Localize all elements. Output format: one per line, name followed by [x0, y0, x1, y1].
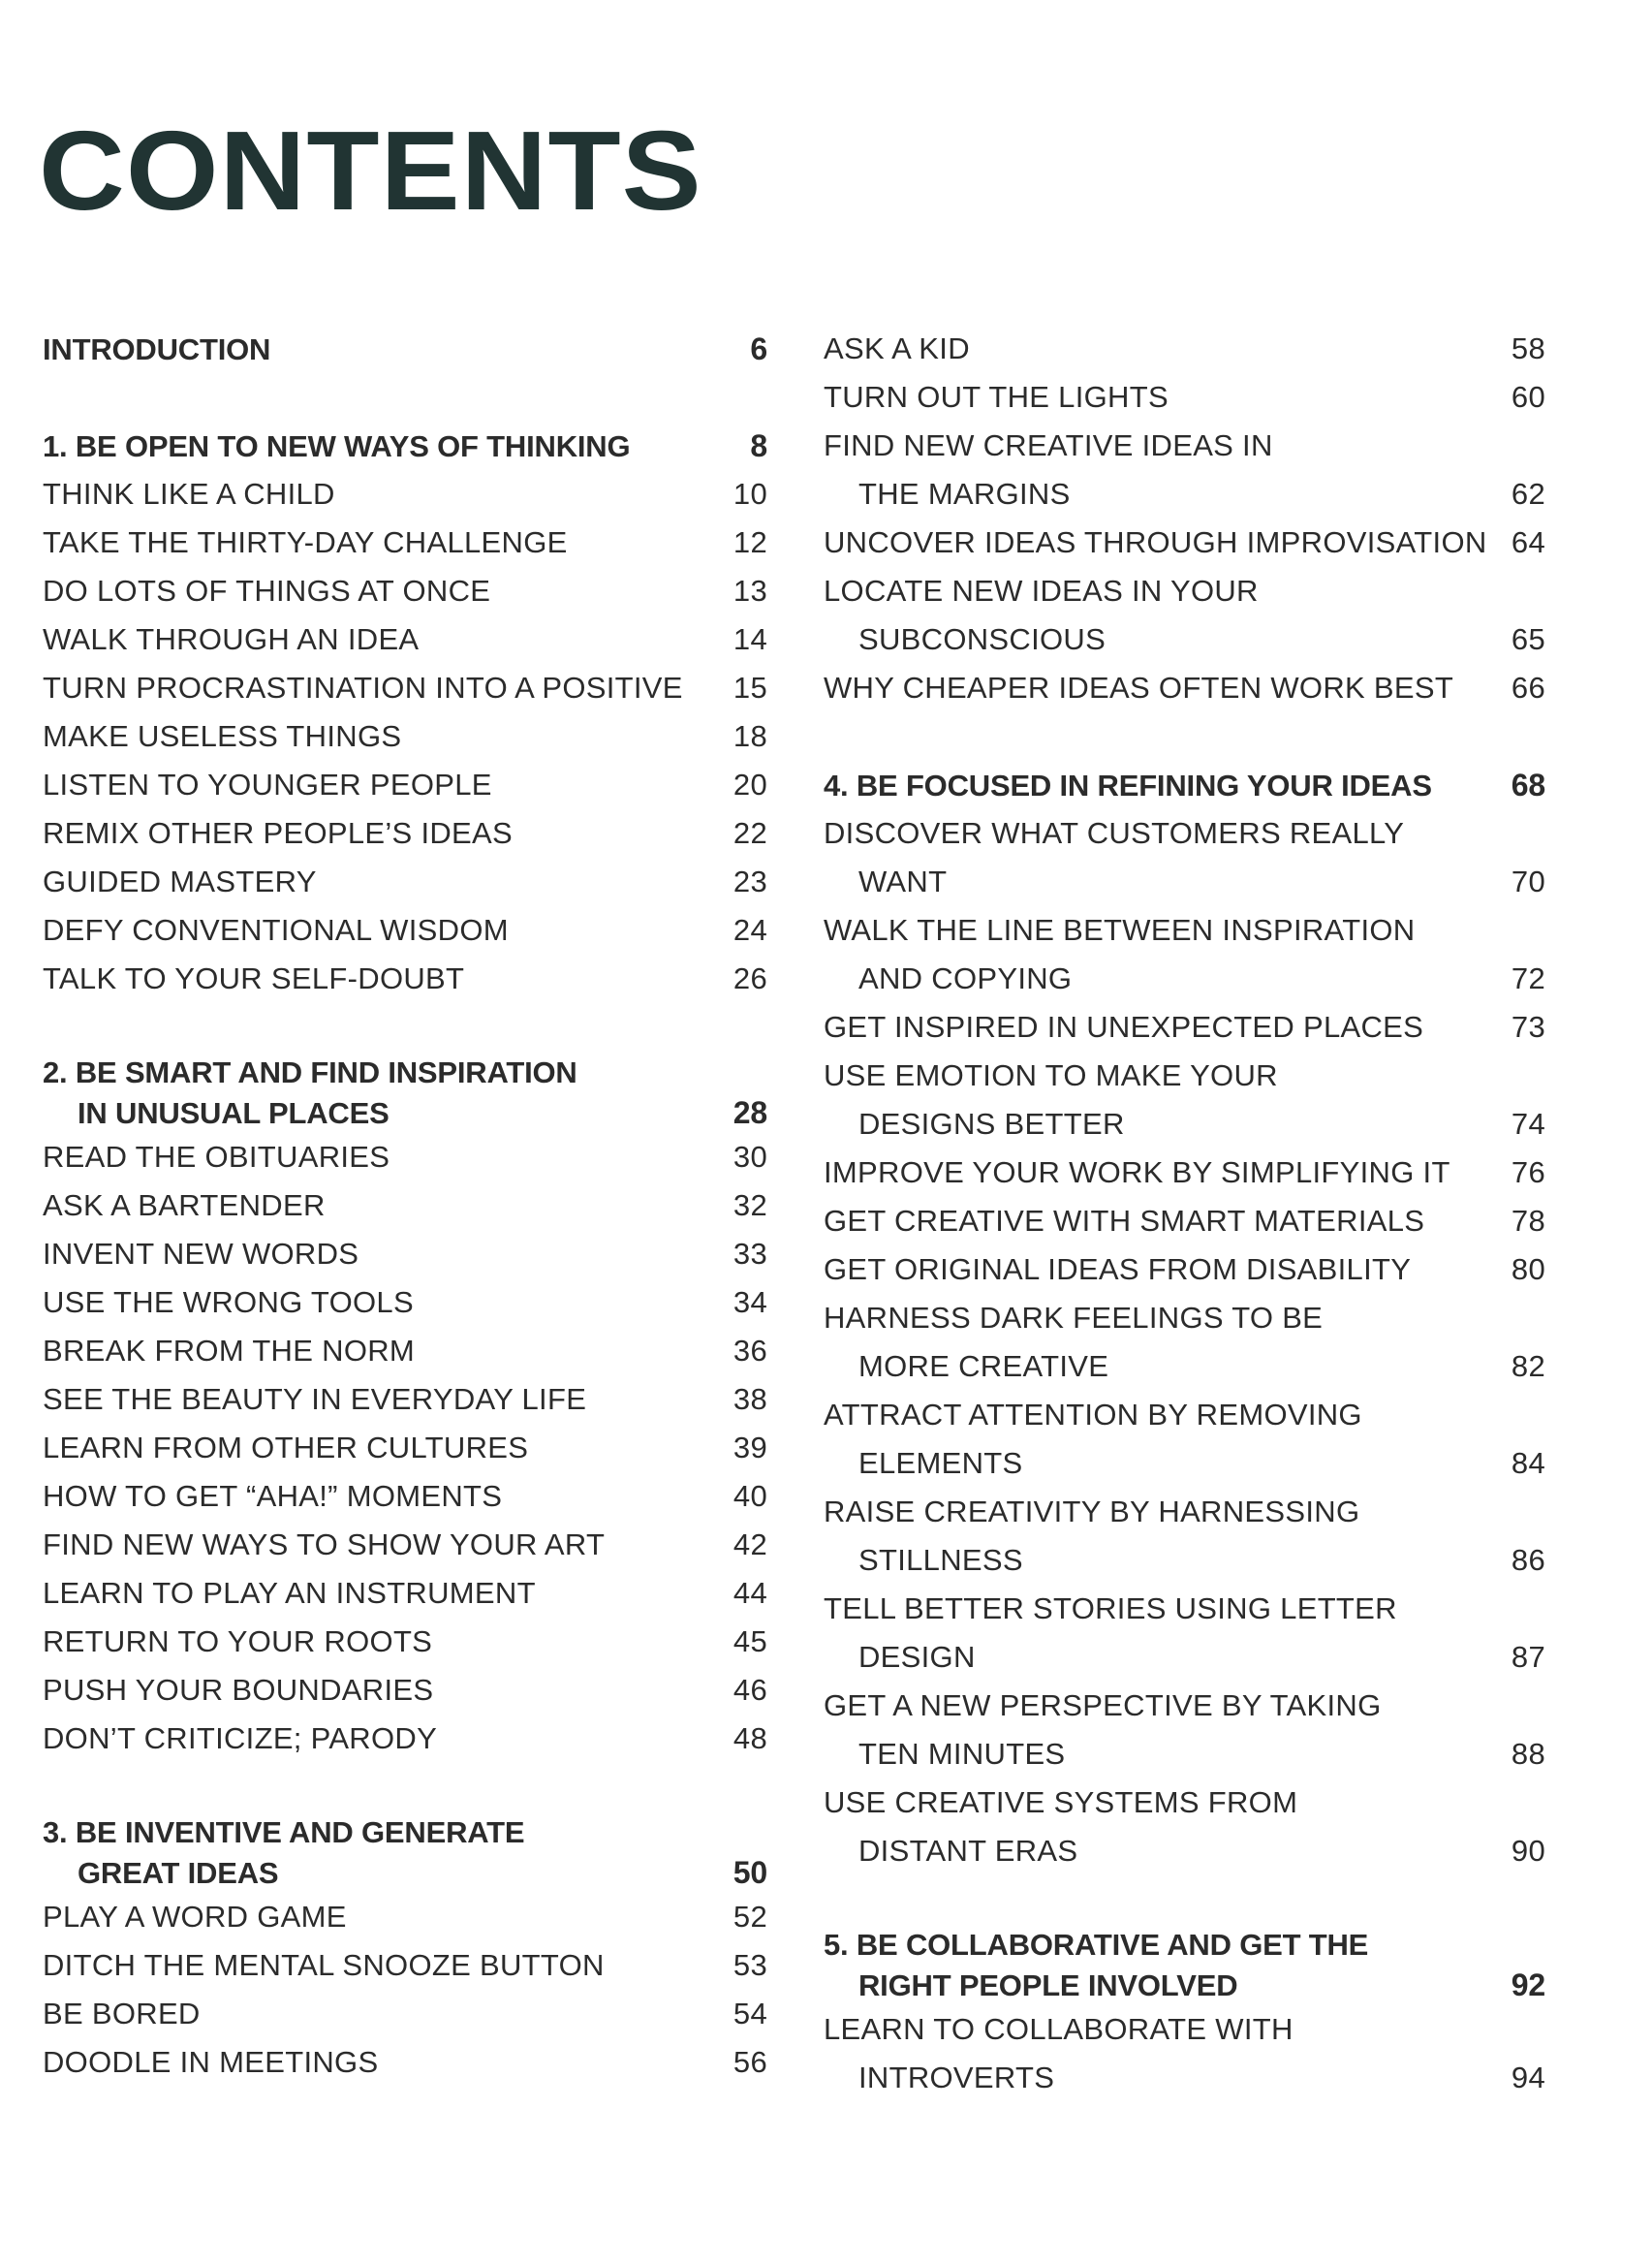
- toc-entry-cont[interactable]: [824, 1439, 1545, 1488]
- entry-page: 38: [732, 1382, 767, 1416]
- toc-entry[interactable]: [824, 1294, 1545, 1342]
- chapter-label-line1: 2. BE SMART AND FIND INSPIRATION: [43, 1055, 577, 1089]
- entry-label-line2: DESIGN: [858, 1640, 976, 1674]
- toc-entry[interactable]: [824, 906, 1545, 955]
- toc-entry-cont[interactable]: [824, 1536, 1545, 1585]
- toc-entry[interactable]: [824, 519, 1545, 567]
- entry-page: 88: [1511, 1737, 1545, 1771]
- entry-page: 87: [1511, 1640, 1545, 1674]
- entry-page: 80: [1511, 1252, 1545, 1286]
- entry-label: DON’T CRITICIZE; PARODY: [43, 1721, 438, 1755]
- entry-page: 52: [732, 1900, 767, 1934]
- toc-entry[interactable]: [43, 1666, 767, 1715]
- page-title: CONTENTS: [39, 108, 702, 234]
- toc-entry[interactable]: [824, 1488, 1545, 1536]
- toc-entry[interactable]: [43, 712, 767, 761]
- toc-entry[interactable]: [824, 373, 1545, 422]
- entry-label-line1: USE CREATIVE SYSTEMS FROM: [824, 1785, 1298, 1819]
- entry-label: ASK A BARTENDER: [43, 1188, 326, 1222]
- entry-label: TALK TO YOUR SELF-DOUBT: [43, 961, 465, 995]
- toc-entry[interactable]: [43, 761, 767, 809]
- entry-label: LISTEN TO YOUNGER PEOPLE: [43, 768, 492, 802]
- entry-label: SEE THE BEAUTY IN EVERYDAY LIFE: [43, 1382, 587, 1416]
- entry-label: GET ORIGINAL IDEAS FROM DISABILITY: [824, 1252, 1412, 1286]
- toc-entry[interactable]: [824, 664, 1545, 712]
- entry-label: UNCOVER IDEAS THROUGH IMPROVISATION: [824, 525, 1487, 559]
- toc-entry-cont[interactable]: [824, 1633, 1545, 1682]
- toc-entry[interactable]: [43, 906, 767, 955]
- chapter-label-line2: IN UNUSUAL PLACES: [78, 1096, 390, 1130]
- entry-page: 65: [1511, 622, 1545, 656]
- entry-page: 26: [732, 961, 767, 995]
- entry-label: WALK THROUGH AN IDEA: [43, 622, 420, 656]
- chapter-label-line1: 5. BE COLLABORATIVE AND GET THE: [824, 1928, 1369, 1962]
- toc-chapter-1[interactable]: [43, 422, 767, 470]
- toc-entry[interactable]: [43, 1424, 767, 1472]
- toc-entry[interactable]: [43, 1715, 767, 1763]
- toc-entry[interactable]: [824, 1149, 1545, 1197]
- toc-entry[interactable]: [43, 1569, 767, 1618]
- entry-page: 74: [1511, 1107, 1545, 1141]
- spacer: [824, 1875, 1545, 1924]
- toc-entry[interactable]: [43, 615, 767, 664]
- entry-page: 70: [1511, 865, 1545, 898]
- entry-label: TURN OUT THE LIGHTS: [824, 380, 1169, 414]
- entry-page: 33: [732, 1237, 767, 1271]
- entry-label: DO LOTS OF THINGS AT ONCE: [43, 574, 491, 608]
- entry-page: 54: [732, 1997, 767, 2030]
- toc-entry[interactable]: [43, 1327, 767, 1375]
- toc-entry[interactable]: [43, 858, 767, 906]
- entry-label-line2: AND COPYING: [858, 961, 1073, 995]
- toc-entry[interactable]: [824, 567, 1545, 615]
- entry-page: 64: [1511, 525, 1545, 559]
- entry-page: 73: [1511, 1010, 1545, 1044]
- chapter-label: 4. BE FOCUSED IN REFINING YOUR IDEAS: [824, 769, 1432, 803]
- entry-label: ASK A KID: [824, 331, 970, 365]
- entry-label-line2: THE MARGINS: [858, 477, 1071, 511]
- entry-page: 23: [732, 865, 767, 898]
- toc-entry[interactable]: [43, 1230, 767, 1278]
- toc-entry[interactable]: [43, 1521, 767, 1569]
- entry-label: PUSH YOUR BOUNDARIES: [43, 1673, 434, 1707]
- entry-page: 53: [732, 1948, 767, 1982]
- entry-label: GET INSPIRED IN UNEXPECTED PLACES: [824, 1010, 1424, 1044]
- entry-label-line2: DESIGNS BETTER: [858, 1107, 1125, 1141]
- entry-label: RETURN TO YOUR ROOTS: [43, 1624, 433, 1658]
- toc-entry[interactable]: [824, 1682, 1545, 1730]
- toc-entry-cont[interactable]: [824, 1730, 1545, 1778]
- entry-page: 24: [732, 913, 767, 947]
- toc-chapter-4[interactable]: [824, 761, 1545, 809]
- entry-page: 30: [732, 1140, 767, 1174]
- toc-introduction[interactable]: [43, 325, 767, 373]
- toc-entry[interactable]: [824, 2005, 1545, 2054]
- entry-label: LEARN FROM OTHER CULTURES: [43, 1431, 529, 1464]
- toc-entry[interactable]: [824, 1778, 1545, 1827]
- entry-label-line1: TELL BETTER STORIES USING LETTER: [824, 1591, 1397, 1625]
- entry-label: MAKE USELESS THINGS: [43, 719, 402, 753]
- entry-page: 82: [1511, 1349, 1545, 1383]
- toc-entry[interactable]: [824, 809, 1545, 858]
- entry-label-line1: DISCOVER WHAT CUSTOMERS REALLY: [824, 816, 1405, 850]
- entry-page: 94: [1511, 2061, 1545, 2094]
- entry-label: WHY CHEAPER IDEAS OFTEN WORK BEST: [824, 671, 1454, 705]
- entry-label: GET CREATIVE WITH SMART MATERIALS: [824, 1204, 1425, 1238]
- toc-entry[interactable]: [43, 1181, 767, 1230]
- entry-page: 56: [732, 2045, 767, 2079]
- entry-page: 34: [732, 1285, 767, 1319]
- entry-label: TURN PROCRASTINATION INTO A POSITIVE: [43, 671, 683, 705]
- entry-label-line2: TEN MINUTES: [858, 1737, 1066, 1771]
- entry-label-line2: INTROVERTS: [858, 2061, 1055, 2094]
- entry-label-line2: SUBCONSCIOUS: [858, 622, 1107, 656]
- entry-label-line1: WALK THE LINE BETWEEN INSPIRATION: [824, 913, 1416, 947]
- toc-left-column: [43, 325, 767, 2087]
- entry-page: 60: [1511, 380, 1545, 414]
- toc-entry[interactable]: [43, 1618, 767, 1666]
- toc-entry[interactable]: [43, 809, 767, 858]
- toc-entry[interactable]: [824, 1585, 1545, 1633]
- toc-entry[interactable]: [43, 519, 767, 567]
- toc-chapter-2-cont[interactable]: [43, 1092, 767, 1133]
- toc-entry-cont[interactable]: [824, 1827, 1545, 1875]
- toc-chapter-3-cont[interactable]: [43, 1852, 767, 1893]
- entry-page: 46: [732, 1673, 767, 1707]
- entry-label: PLAY A WORD GAME: [43, 1900, 347, 1934]
- entry-label-line1: LEARN TO COLLABORATE WITH: [824, 2012, 1294, 2046]
- entry-label-line1: USE EMOTION TO MAKE YOUR: [824, 1058, 1278, 1092]
- entry-label-line1: RAISE CREATIVITY BY HARNESSING: [824, 1495, 1360, 1528]
- toc-entry[interactable]: [43, 1133, 767, 1181]
- entry-page: 86: [1511, 1543, 1545, 1577]
- entry-label: BREAK FROM THE NORM: [43, 1334, 416, 1368]
- toc-entry-cont[interactable]: [824, 1100, 1545, 1149]
- entry-label-line2: MORE CREATIVE: [858, 1349, 1109, 1383]
- entry-label-line1: GET A NEW PERSPECTIVE BY TAKING: [824, 1688, 1382, 1722]
- toc-chapter-3[interactable]: [43, 1811, 767, 1852]
- entry-label-line2: ELEMENTS: [858, 1446, 1023, 1480]
- toc-entry-cont[interactable]: [824, 1342, 1545, 1391]
- entry-page: 84: [1511, 1446, 1545, 1480]
- toc-entry[interactable]: [43, 1278, 767, 1327]
- chapter-page: 68: [1511, 768, 1545, 803]
- entry-label-line2: WANT: [858, 865, 948, 898]
- entry-label: READ THE OBITUARIES: [43, 1140, 390, 1174]
- entry-page: 66: [1511, 671, 1545, 705]
- entry-label: HOW TO GET “AHA!” MOMENTS: [43, 1479, 503, 1513]
- entry-label: GUIDED MASTERY: [43, 865, 317, 898]
- entry-page: 39: [732, 1431, 767, 1464]
- chapter-page: 92: [1511, 1967, 1545, 2002]
- entry-page: 44: [732, 1576, 767, 1610]
- entry-label: FIND NEW WAYS TO SHOW YOUR ART: [43, 1527, 606, 1561]
- entry-page: 32: [732, 1188, 767, 1222]
- toc-right-column: [824, 325, 1545, 2102]
- toc-entry[interactable]: [824, 422, 1545, 470]
- entry-page: 15: [732, 671, 767, 705]
- entry-page: 76: [1511, 1155, 1545, 1189]
- toc-entry-cont[interactable]: [824, 955, 1545, 1003]
- entry-page: 14: [732, 622, 767, 656]
- entry-label: USE THE WRONG TOOLS: [43, 1285, 414, 1319]
- chapter-label-line2: RIGHT PEOPLE INVOLVED: [858, 1968, 1238, 2002]
- entry-page: 45: [732, 1624, 767, 1658]
- toc-entry[interactable]: [43, 1893, 767, 1941]
- entry-page: 12: [732, 525, 767, 559]
- toc-chapter-5[interactable]: [824, 1924, 1545, 1965]
- toc-entry[interactable]: [824, 1391, 1545, 1439]
- chapter-page: 50: [732, 1855, 767, 1890]
- toc-entry[interactable]: [43, 1990, 767, 2038]
- toc-entry[interactable]: [43, 567, 767, 615]
- chapter-page: 8: [750, 428, 767, 463]
- entry-label-line1: LOCATE NEW IDEAS IN YOUR: [824, 574, 1259, 608]
- toc-entry-cont[interactable]: [824, 858, 1545, 906]
- entry-page: 78: [1511, 1204, 1545, 1238]
- toc-entry[interactable]: [824, 1052, 1545, 1100]
- entry-label: BE BORED: [43, 1997, 201, 2030]
- entry-page: 42: [732, 1527, 767, 1561]
- entry-label: DEFY CONVENTIONAL WISDOM: [43, 913, 509, 947]
- entry-page: 36: [732, 1334, 767, 1368]
- toc-entry[interactable]: [824, 1003, 1545, 1052]
- entry-label-line1: ATTRACT ATTENTION BY REMOVING: [824, 1398, 1362, 1432]
- toc-entry[interactable]: [824, 325, 1545, 373]
- toc-entry[interactable]: [43, 1375, 767, 1424]
- toc-entry-cont[interactable]: [824, 615, 1545, 664]
- entry-label: IMPROVE YOUR WORK BY SIMPLIFYING IT: [824, 1155, 1450, 1189]
- entry-label: INTRODUCTION: [43, 332, 271, 366]
- toc-entry[interactable]: [824, 1197, 1545, 1245]
- spacer: [43, 1003, 767, 1052]
- toc-chapter-2[interactable]: [43, 1052, 767, 1092]
- toc-entry-cont[interactable]: [824, 2054, 1545, 2102]
- chapter-label-line2: GREAT IDEAS: [78, 1856, 279, 1890]
- spacer: [43, 373, 767, 422]
- toc-chapter-5-cont[interactable]: [824, 1965, 1545, 2005]
- entry-label: THINK LIKE A CHILD: [43, 477, 335, 511]
- entry-label: LEARN TO PLAY AN INSTRUMENT: [43, 1576, 536, 1610]
- toc-entry[interactable]: [43, 1941, 767, 1990]
- toc-entry[interactable]: [824, 1245, 1545, 1294]
- entry-label: DOODLE IN MEETINGS: [43, 2045, 379, 2079]
- spacer: [824, 712, 1545, 761]
- entry-label-line1: HARNESS DARK FEELINGS TO BE: [824, 1301, 1324, 1335]
- entry-label: TAKE THE THIRTY-DAY CHALLENGE: [43, 525, 568, 559]
- chapter-page: 28: [732, 1095, 767, 1130]
- entry-label: INVENT NEW WORDS: [43, 1237, 359, 1271]
- entry-label-line2: DISTANT ERAS: [858, 1834, 1078, 1868]
- entry-page: 10: [732, 477, 767, 511]
- entry-page: 90: [1511, 1834, 1545, 1868]
- entry-page: 58: [1511, 331, 1545, 365]
- entry-page: 22: [732, 816, 767, 850]
- toc-entry[interactable]: [43, 664, 767, 712]
- chapter-label: 1. BE OPEN TO NEW WAYS OF THINKING: [43, 429, 631, 463]
- toc-entry[interactable]: [43, 2038, 767, 2087]
- toc-entry[interactable]: [43, 955, 767, 1003]
- entry-label-line2: STILLNESS: [858, 1543, 1023, 1577]
- chapter-label-line1: 3. BE INVENTIVE AND GENERATE: [43, 1815, 525, 1849]
- entry-page: 40: [732, 1479, 767, 1513]
- toc-entry[interactable]: [43, 470, 767, 519]
- entry-page: 72: [1511, 961, 1545, 995]
- toc-entry[interactable]: [43, 1472, 767, 1521]
- entry-label: DITCH THE MENTAL SNOOZE BUTTON: [43, 1948, 605, 1982]
- entry-page: 13: [732, 574, 767, 608]
- entry-label: REMIX OTHER PEOPLE’S IDEAS: [43, 816, 513, 850]
- entry-page: 18: [732, 719, 767, 753]
- entry-label-line1: FIND NEW CREATIVE IDEAS IN: [824, 428, 1273, 462]
- entry-page: 62: [1511, 477, 1545, 511]
- spacer: [43, 1763, 767, 1811]
- entry-page: 20: [732, 768, 767, 802]
- entry-page: 48: [732, 1721, 767, 1755]
- entry-page: 6: [750, 331, 767, 366]
- toc-entry-cont[interactable]: [824, 470, 1545, 519]
